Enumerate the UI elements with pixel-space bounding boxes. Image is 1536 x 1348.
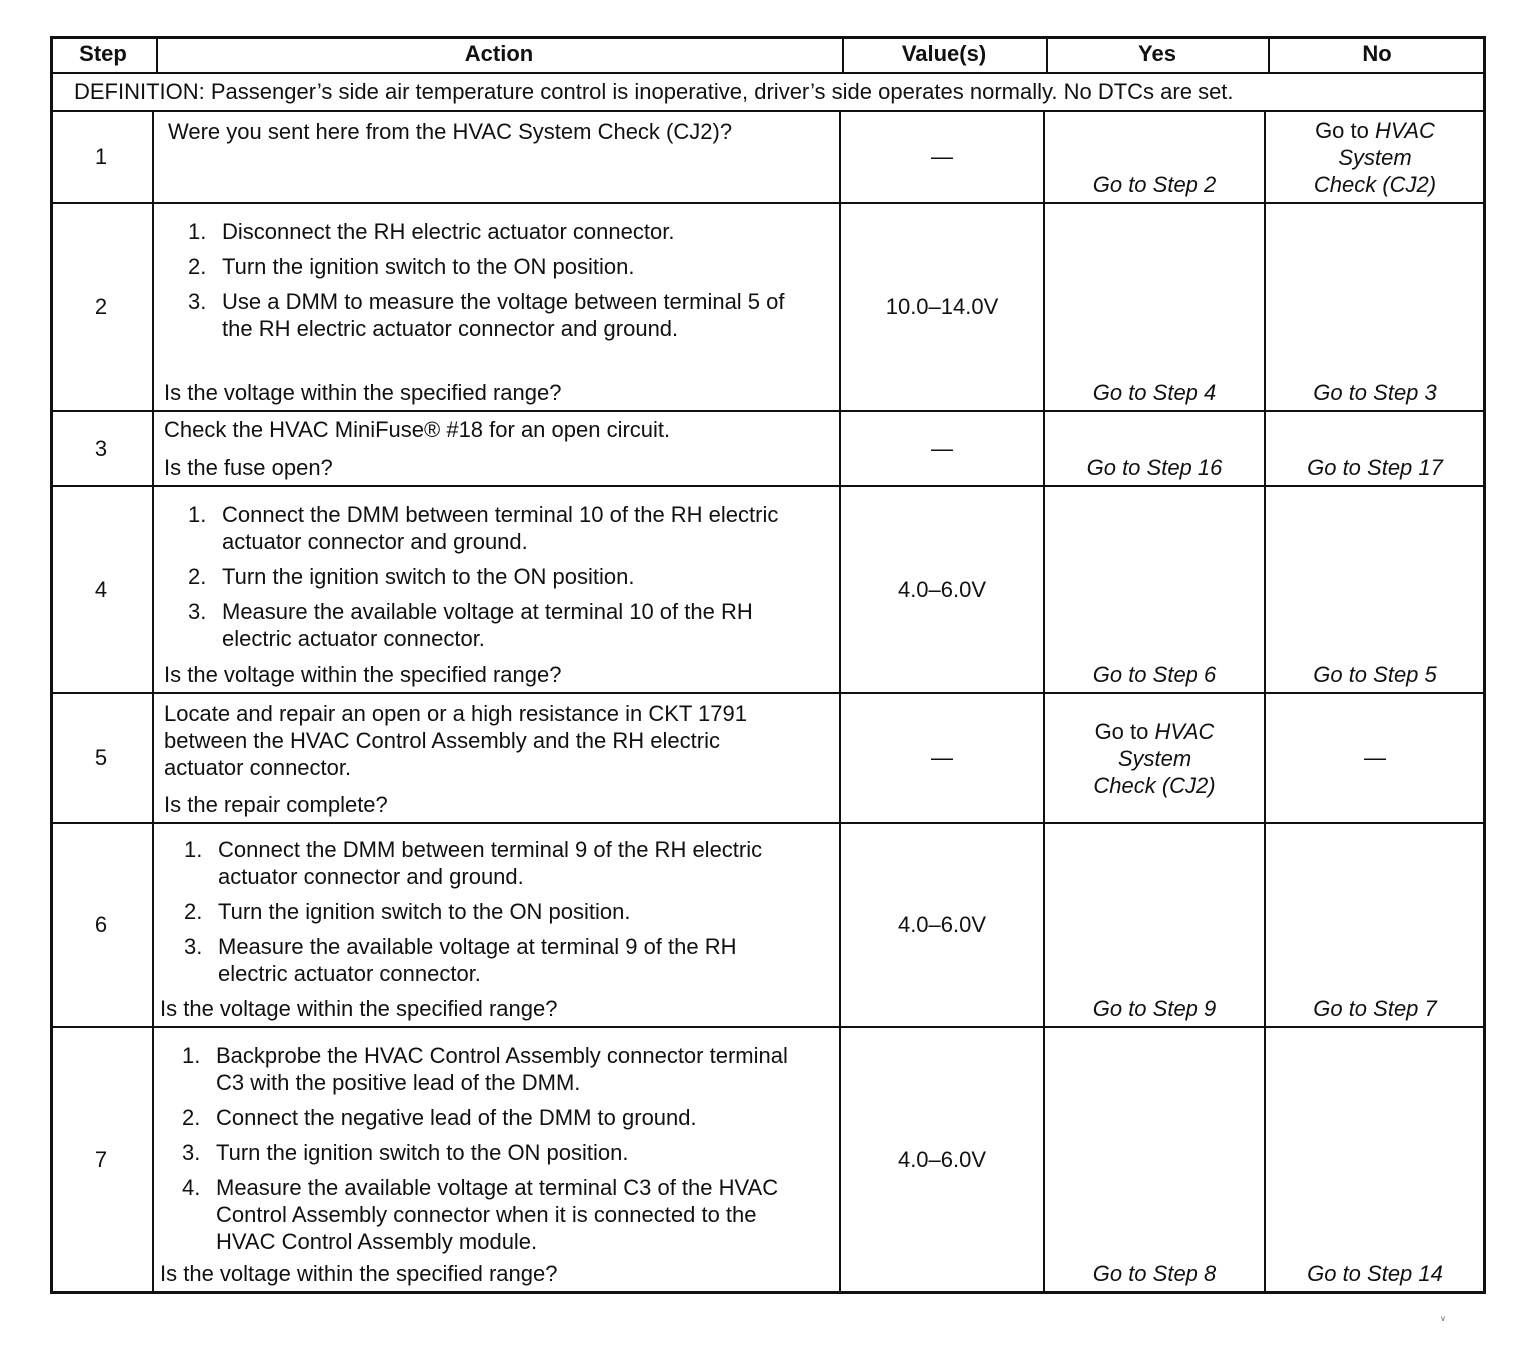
no-link[interactable]: Go to Step 17	[1307, 455, 1443, 480]
value-cell: —	[931, 144, 953, 169]
header-step: Step	[79, 41, 127, 66]
action-cell	[154, 204, 839, 410]
action-cell	[154, 694, 839, 822]
yes-link[interactable]: Go to Step 2	[1092, 172, 1217, 197]
question-text: Is the fuse open?	[164, 455, 333, 480]
no-line-2: System	[1338, 144, 1412, 170]
list-item: 2. Turn the ignition switch to the ON position.	[188, 254, 635, 279]
yes-link[interactable]	[1045, 694, 1264, 822]
yes-prefix: Go to	[1094, 718, 1149, 744]
yes-link[interactable]: Go to Step 6	[1092, 662, 1217, 687]
value-cell: 4.0–6.0V	[897, 576, 987, 602]
step-number: 7	[94, 1146, 108, 1172]
step-number: 2	[94, 294, 108, 319]
scan-mark: ᵛ	[1441, 1313, 1445, 1327]
header-no: No	[1362, 41, 1392, 66]
value-cell: 10.0–14.0V	[885, 294, 999, 319]
action-text: Were you sent here from the HVAC System Check (CJ2)?	[168, 119, 733, 144]
list-item: 1. Connect the DMM between terminal 9 of the RH electric actuator connector and ground.	[184, 837, 763, 889]
value-cell: —	[931, 745, 953, 770]
no-link[interactable]: Go to Step 5	[1313, 662, 1437, 687]
no-line-3: Check (CJ2)	[1313, 171, 1437, 197]
list-item: 1. Disconnect the RH electric actuator connector.	[188, 219, 675, 244]
list-item: 3. Measure the available voltage at terminal 9 of the RH electric actuator connector.	[184, 934, 737, 986]
list-item: 2. Connect the negative lead of the DMM to ground.	[182, 1105, 697, 1130]
header-values: Value(s)	[901, 41, 987, 66]
value-cell: 4.0–6.0V	[897, 912, 987, 937]
yes-link[interactable]: Go to Step 9	[1092, 996, 1217, 1021]
no-line-1	[1315, 117, 1435, 144]
header-action: Action	[464, 41, 534, 66]
list-item: 1. Backprobe the HVAC Control Assembly connector terminal C3 with the positive lead of the DMM.	[182, 1043, 788, 1095]
step-number: 6	[94, 912, 108, 937]
action-cell	[154, 1028, 839, 1291]
no-cell: —	[1364, 745, 1386, 770]
list-item: 2. Turn the ignition switch to the ON position.	[184, 899, 631, 924]
action-cell	[154, 412, 839, 485]
value-cell: 4.0–6.0V	[897, 1146, 987, 1172]
yes-line-2: System	[1117, 745, 1192, 771]
step-number: 1	[94, 144, 108, 169]
diagnostic-table	[50, 36, 1486, 1294]
action-cell	[154, 824, 839, 1026]
no-italic: HVAC	[1375, 117, 1435, 143]
question-text: Is the voltage within the specified range?	[164, 662, 562, 687]
list-item: 1. Connect the DMM between terminal 10 of the RH electric actuator connector and ground.	[188, 502, 779, 554]
value-cell: —	[931, 435, 953, 461]
no-link[interactable]: Go to Step 14	[1307, 1261, 1443, 1286]
yes-link[interactable]: Go to Step 4	[1092, 380, 1217, 405]
list-item: 3. Use a DMM to measure the voltage between terminal 5 of the RH electric actuator connector and ground.	[188, 289, 785, 341]
step-number: 5	[94, 745, 108, 770]
header-yes: Yes	[1138, 41, 1176, 66]
yes-line-1	[1095, 718, 1215, 745]
question-text: Is the voltage within the specified range?	[160, 996, 558, 1021]
step-number: 4	[94, 576, 108, 602]
question-text: Is the voltage within the specified range?	[160, 1261, 558, 1286]
list-item: 4. Measure the available voltage at terminal C3 of the HVAC Control Assembly connector when it is connected to the HVAC Control Assembly module.	[182, 1175, 779, 1254]
yes-link[interactable]: Go to Step 16	[1086, 455, 1223, 480]
action-text: Locate and repair an open or a high resistance in CKT 1791 between the HVAC Control Assembly and the RH electric actuator connector.	[164, 701, 747, 780]
definition-text: DEFINITION: Passenger’s side air temperature control is inoperative, driver’s side operates normally. No DTCs are set.	[74, 79, 1234, 104]
action-cell	[154, 487, 839, 692]
list-item: 2. Turn the ignition switch to the ON position.	[188, 564, 635, 589]
no-link[interactable]: Go to Step 3	[1313, 380, 1437, 405]
yes-link[interactable]: Go to Step 8	[1092, 1261, 1217, 1286]
list-item: 3. Measure the available voltage at terminal 10 of the RH electric actuator connector.	[188, 599, 753, 651]
step-number: 3	[94, 435, 108, 461]
action-cell	[154, 112, 839, 202]
question-text: Is the repair complete?	[164, 792, 388, 817]
no-link[interactable]: Go to Step 7	[1313, 996, 1437, 1021]
yes-italic: HVAC	[1154, 718, 1215, 744]
row-divider	[50, 72, 1486, 74]
no-prefix: Go to	[1315, 117, 1369, 143]
no-link[interactable]	[1266, 112, 1484, 202]
yes-line-3: Check (CJ2)	[1093, 772, 1216, 798]
question-text: Is the voltage within the specified range?	[164, 380, 562, 405]
action-text: Check the HVAC MiniFuse® #18 for an open circuit.	[164, 417, 671, 442]
list-item: 3. Turn the ignition switch to the ON position.	[182, 1140, 629, 1165]
